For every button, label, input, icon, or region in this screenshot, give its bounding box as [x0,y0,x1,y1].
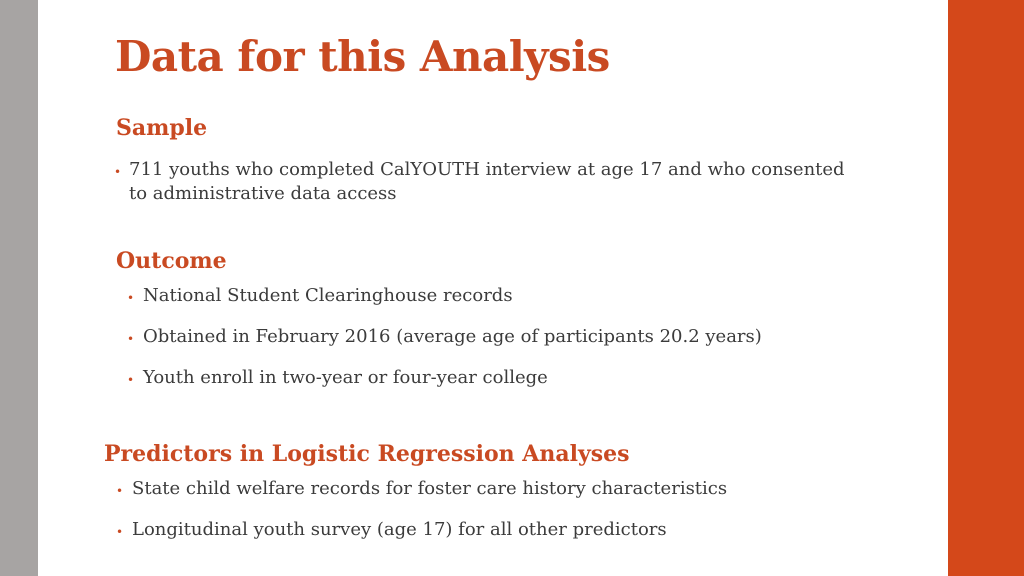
predictors-item-text: State child welfare records for foster care history characteristics [132,478,728,499]
outcome-item [127,366,923,390]
bullet-icon: • [127,332,135,346]
sample-item [114,158,849,206]
outcome-item-text: Youth enroll in two-year or four-year college [143,367,548,388]
slide-title: Data for this Analysis [115,32,610,81]
bullet-icon: • [127,373,135,387]
sample-item-text: 711 youths who completed CalYOUTH interview at age 17 and who consented to administrative data access [129,159,845,204]
outcome-item-text: National Student Clearinghouse records [143,285,513,306]
bullet-icon: • [116,484,124,498]
bullet-icon: • [127,291,135,305]
predictors-item-text: Longitudinal youth survey (age 17) for all other predictors [132,519,667,540]
predictors-item [116,477,912,501]
right-decorative-bar [948,0,1024,576]
bullet-icon: • [116,525,124,539]
outcome-item [127,284,923,308]
outcome-item-text: Obtained in February 2016 (average age of participants 20.2 years) [143,326,762,347]
sample-heading: Sample [116,115,208,141]
predictors-heading: Predictors in Logistic Regression Analyses [104,441,630,467]
bullet-icon: • [114,165,122,179]
outcome-heading: Outcome [116,248,227,274]
left-decorative-bar [0,0,38,576]
predictors-item [116,518,912,542]
outcome-item [127,325,923,349]
